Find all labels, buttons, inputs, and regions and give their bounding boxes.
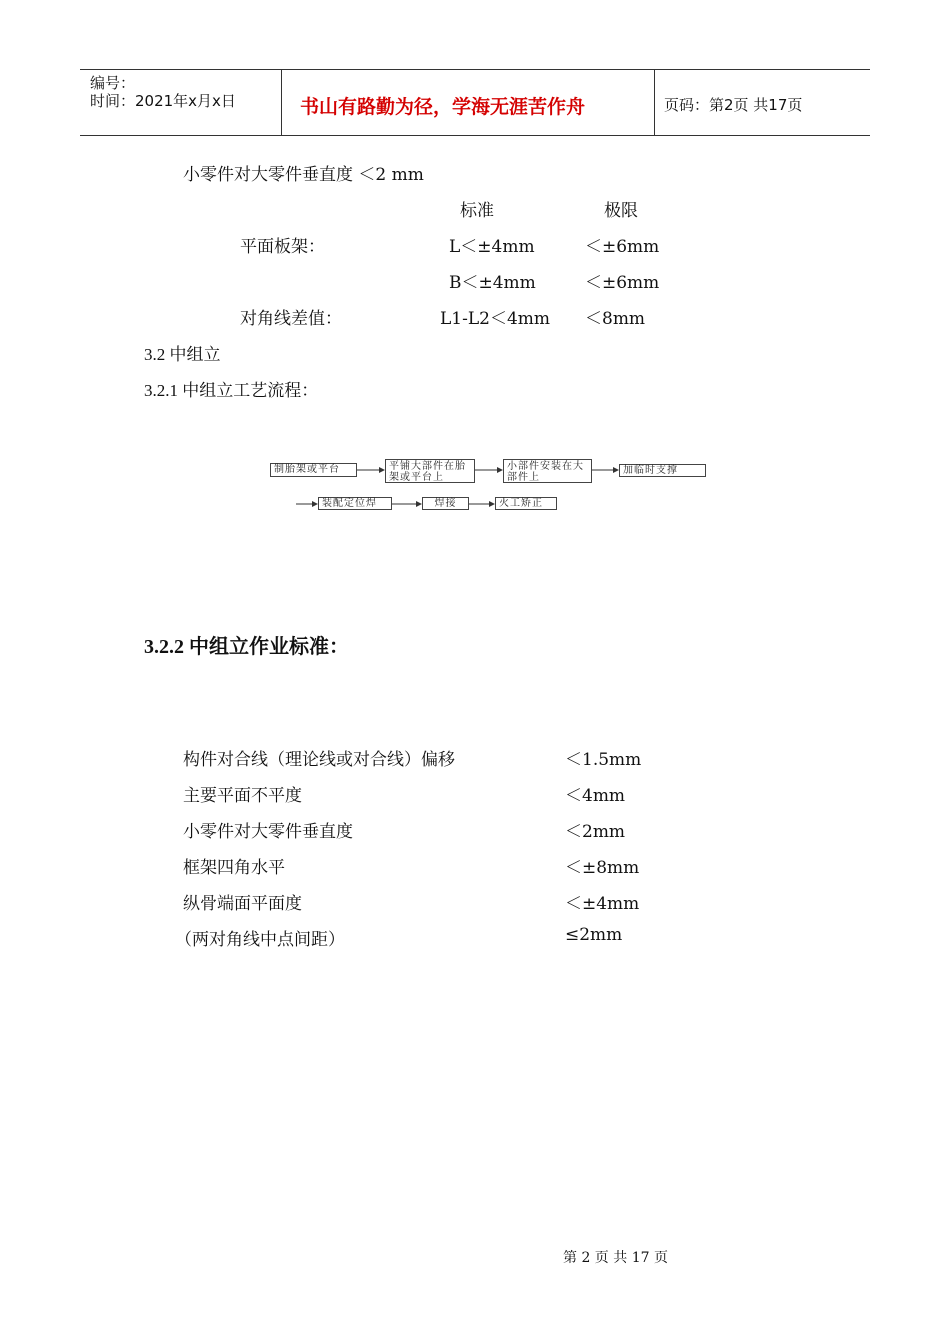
header-bottom-rule bbox=[80, 135, 870, 136]
header-motto: 书山有路勤为径，学海无涯苦作舟 bbox=[300, 96, 586, 118]
page-footer: 第 2 页 共 17 页 bbox=[563, 1250, 668, 1266]
standard-item: （两对角线中点间距） bbox=[175, 930, 345, 950]
flat-B-limit: ＜±6mm bbox=[585, 273, 660, 293]
standard-value: ＜±8mm bbox=[565, 858, 640, 878]
standard-value: ＜2mm bbox=[565, 822, 626, 842]
column-standard-heading: 标准 bbox=[460, 201, 494, 221]
flow-arrows bbox=[0, 450, 950, 530]
flow-step-welding: 焊接 bbox=[422, 497, 469, 510]
time-label: 时间：2021年x月x日 bbox=[90, 92, 236, 110]
flow-step-make-jig: 制胎架或平台 bbox=[270, 463, 357, 477]
standard-item: 纵骨端面平面度 bbox=[183, 894, 302, 914]
header-top-rule bbox=[80, 69, 870, 70]
standard-item: 构件对合线（理论线或对合线）偏移 bbox=[183, 750, 455, 770]
standard-value: ＜4mm bbox=[565, 786, 626, 806]
standard-item: 框架四角水平 bbox=[183, 858, 285, 878]
section-3-2-2-heading: 3.2.2 中组立作业标准： bbox=[144, 636, 349, 658]
flow-step-temporary-support: 加临时支撑 bbox=[619, 464, 706, 477]
standard-value: ＜±4mm bbox=[565, 894, 640, 914]
diagonal-label: 对角线差值： bbox=[240, 309, 342, 329]
flow-step-flame-straightening: 火工矫正 bbox=[495, 497, 557, 510]
flat-frame-label: 平面板架： bbox=[240, 237, 325, 257]
standard-value: ＜1.5mm bbox=[565, 750, 642, 770]
standard-item: 小零件对大零件垂直度 bbox=[183, 822, 353, 842]
page-number-label: 页码：第2页 共17页 bbox=[664, 96, 803, 114]
serial-number-label: 编号： bbox=[90, 74, 136, 92]
flat-L-limit: ＜±6mm bbox=[585, 237, 660, 257]
flow-step-install-small-parts: 小部件安装在大部件上 bbox=[503, 459, 592, 483]
standard-value: ≤2mm bbox=[565, 925, 623, 945]
header-divider-left bbox=[281, 69, 282, 136]
standard-item: 主要平面不平度 bbox=[183, 786, 302, 806]
perpendicularity-line: 小零件对大零件垂直度 ＜2 mm bbox=[183, 165, 424, 185]
flow-step-tack-weld: 装配定位焊 bbox=[318, 497, 392, 510]
diagonal-limit: ＜8mm bbox=[585, 309, 646, 329]
flat-B-standard: B＜±4mm bbox=[449, 273, 536, 293]
column-limit-heading: 极限 bbox=[604, 201, 638, 221]
flow-step-lay-large-parts: 平铺大部件在胎架或平台上 bbox=[385, 459, 475, 483]
section-3-2-heading: 3.2 中组立 bbox=[144, 345, 221, 364]
section-3-2-1-heading: 3.2.1 中组立工艺流程： bbox=[144, 381, 319, 400]
header-divider-right bbox=[654, 69, 655, 136]
diagonal-standard: L1-L2＜4mm bbox=[440, 309, 551, 329]
flat-L-standard: L＜±4mm bbox=[449, 237, 535, 257]
